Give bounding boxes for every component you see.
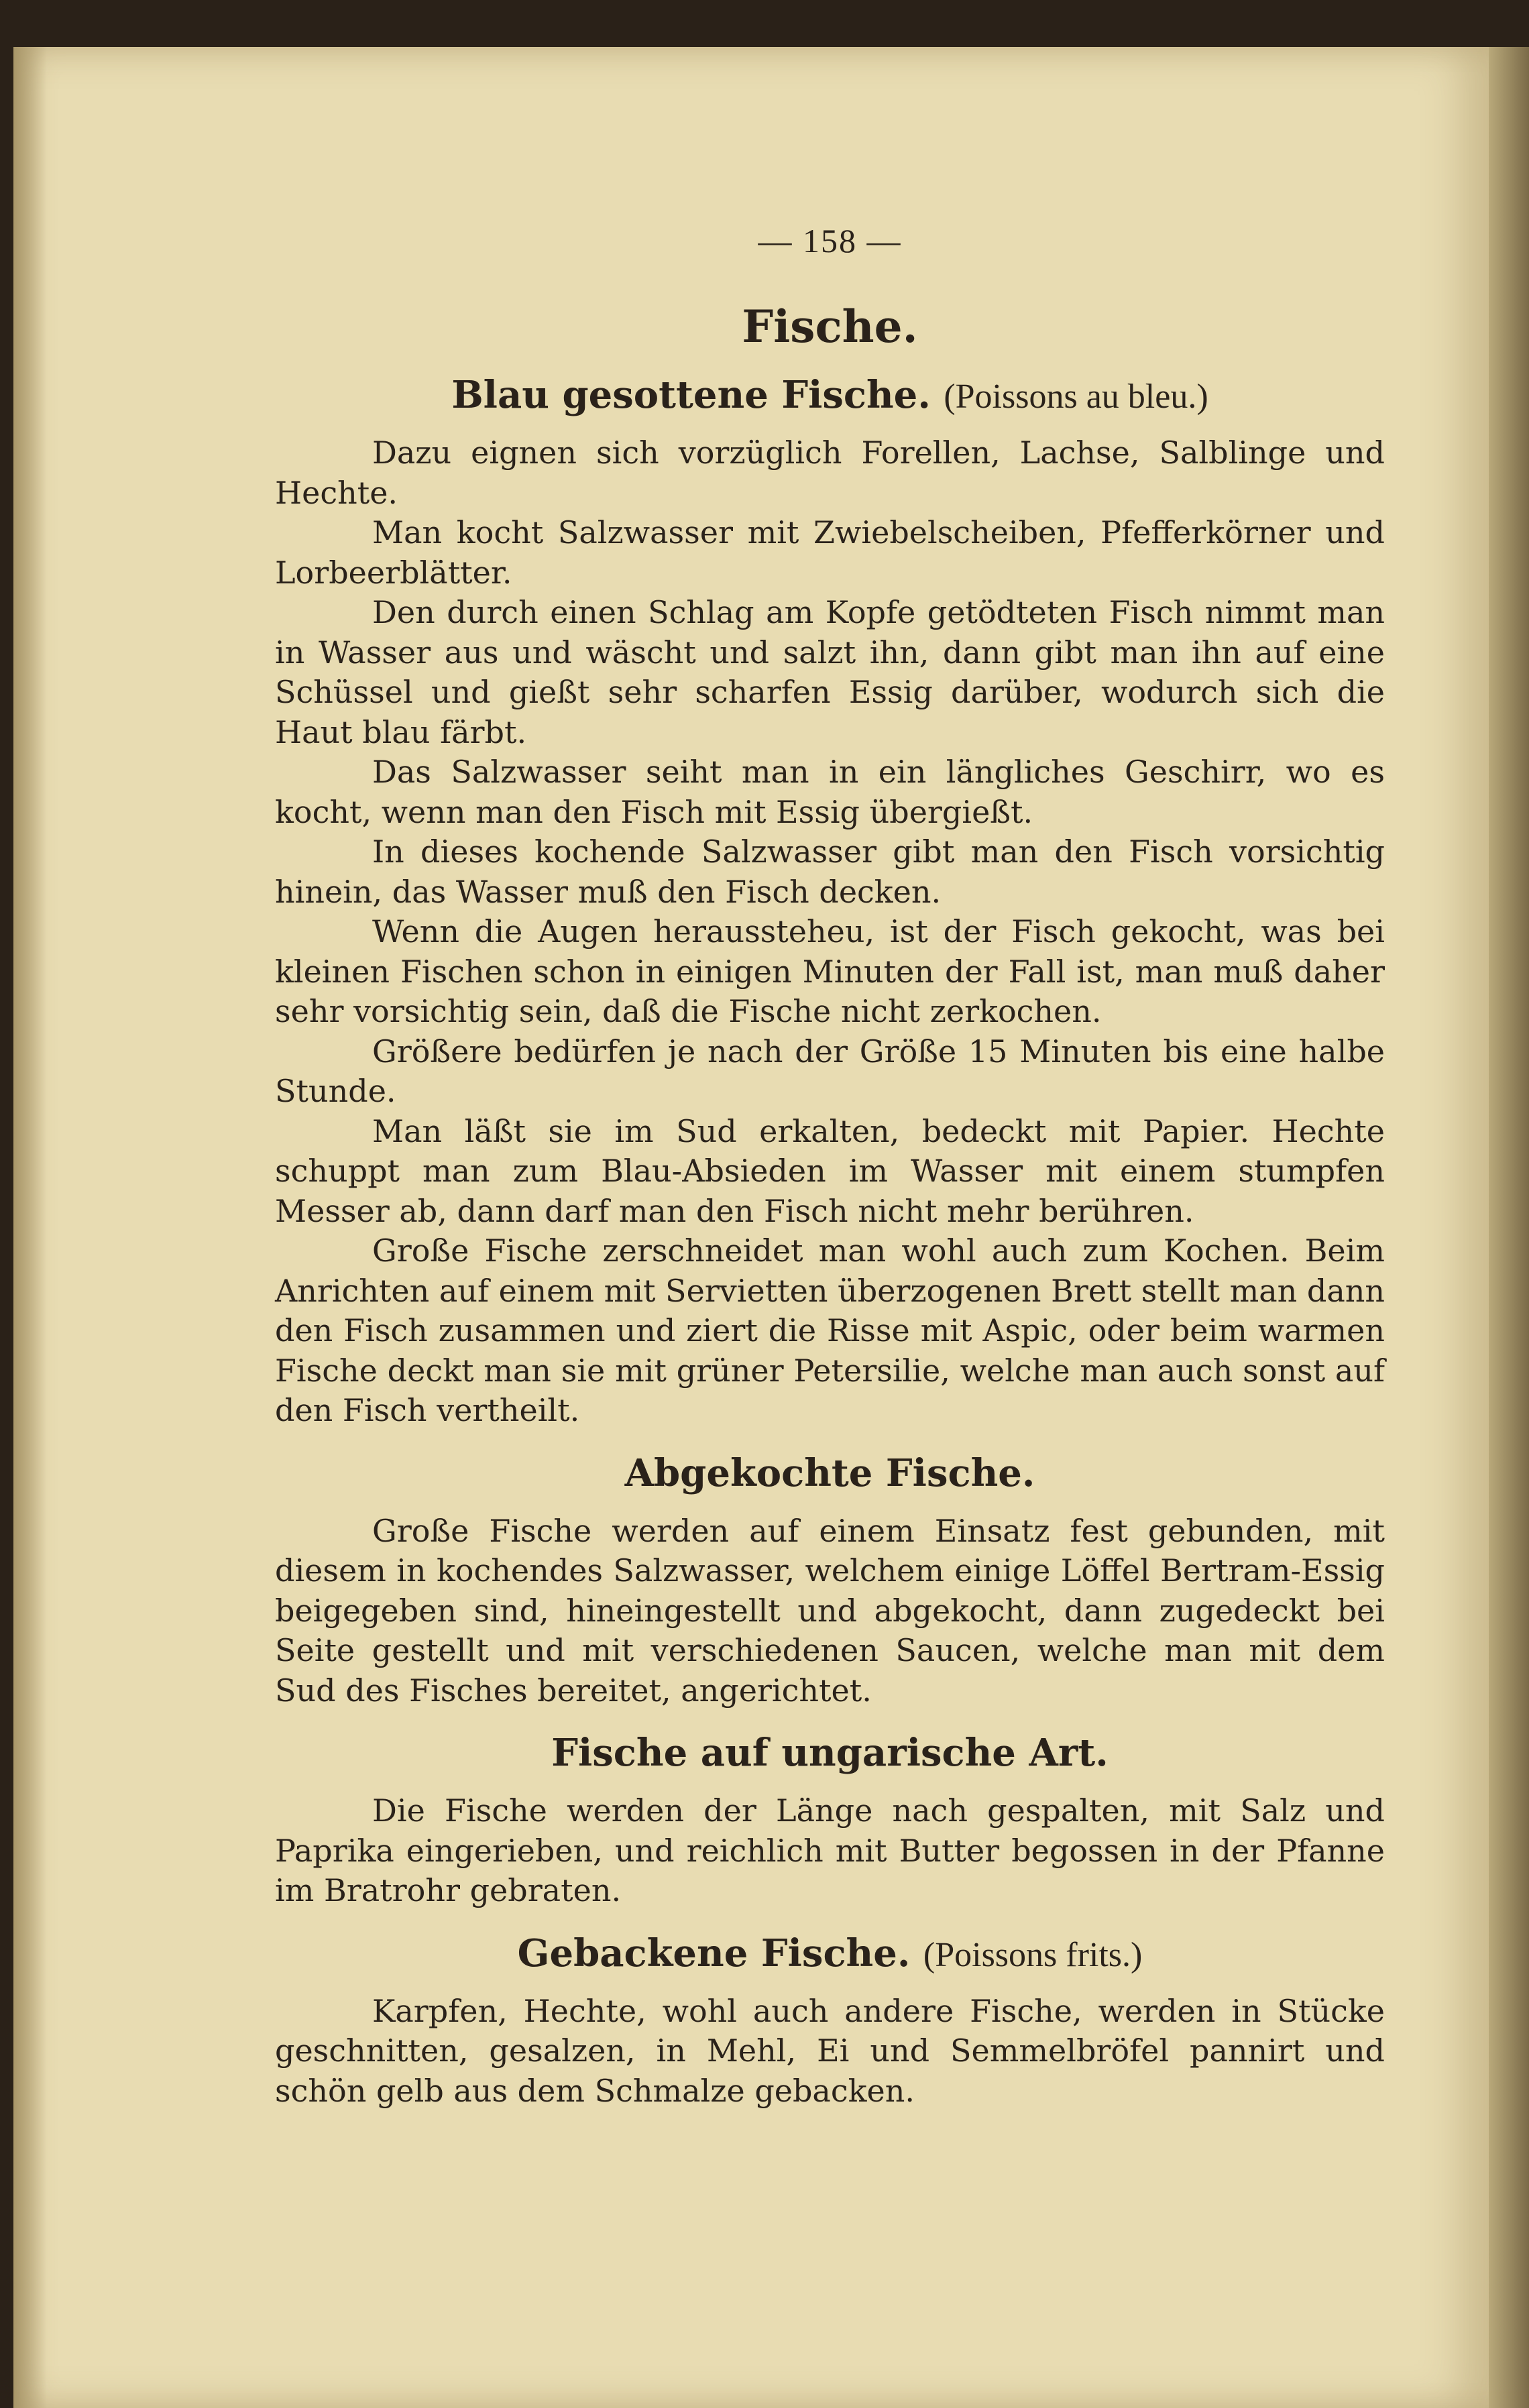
- section-subtitle: (Poissons frits.): [923, 1935, 1143, 1974]
- paragraph: Dazu eignen sich vorzüglich Forellen, Lachse, Salblinge und Hechte.: [275, 435, 1385, 511]
- paragraph: Große Fische zerschneidet man wohl auch zum Kochen. Beim Anrichten auf einem mit Servietten überzogenen Brett stellt man dann den Fisch zusammen und ziert die Risse mit Aspic, oder beim warmen Fische deckt man sie mit grüner Petersilie, welche man auch sonst auf den Fisch vertheilt.: [275, 1232, 1385, 1428]
- section-heading-blau: [275, 373, 1385, 417]
- paragraph: Man läßt sie im Sud erkalten, bedeckt mit Papier. Hechte schuppt man zum Blau-Absieden im Wasser mit einem stumpfen Messer ab, dann darf man den Fisch nicht mehr berühren.: [275, 1112, 1385, 1229]
- paragraph: Die Fische werden der Länge nach gespalten, mit Salz und Paprika eingerieben, und reichlich mit Butter begossen in der Pfanne im Bratrohr gebraten.: [275, 1792, 1385, 1908]
- paragraph: Große Fische werden auf einem Einsatz fest gebunden, mit diesem in kochendes Salzwasser, welchem einige Löffel Bertram-Essig beigegeben sind, hineingestellt und abgekocht, dann zugedeckt bei Seite gestellt und mit verschiedenen Saucen, welche man mit dem Sud des Fisches bereitet, angerichtet.: [275, 1512, 1385, 1709]
- section-title: Gebackene Fische.: [517, 1931, 911, 1975]
- section-title: Abgekochte Fische.: [624, 1450, 1035, 1495]
- page-gutter-shadow: [13, 47, 47, 2408]
- page-content: [275, 221, 1385, 2111]
- section-title: Blau gesottene Fische.: [451, 373, 931, 417]
- section-subtitle: (Poissons au bleu.): [944, 378, 1208, 416]
- page-number: — 158 —: [758, 222, 902, 260]
- page-edge: [1489, 47, 1529, 2408]
- section-heading-abgekochte: [275, 1451, 1385, 1495]
- paragraph: In dieses kochende Salzwasser gibt man den Fisch vorsichtig hinein, das Wasser muß den Fisch decken.: [275, 834, 1385, 910]
- paragraph: Man kocht Salzwasser mit Zwiebelscheiben, Pfefferkörner und Lorbeerblätter.: [275, 514, 1385, 591]
- paragraph: Das Salzwasser seiht man in ein längliches Geschirr, wo es kocht, wenn man den Fisch mit Essig übergießt.: [275, 754, 1385, 830]
- paragraph: Karpfen, Hechte, wohl auch andere Fische, werden in Stücke geschnitten, gesalzen, in Mehl, Ei und Semmelbröfel pannirt und schön gelb aus dem Schmalze gebacken.: [275, 1992, 1385, 2109]
- section-heading-gebackene: [275, 1931, 1385, 1975]
- paragraph: Größere bedürfen je nach der Größe 15 Minuten bis eine halbe Stunde.: [275, 1033, 1385, 1109]
- page-title: Fische.: [742, 300, 918, 353]
- section-title: Fische auf ungarische Art.: [551, 1731, 1109, 1775]
- paragraph: Wenn die Augen heraussteheu, ist der Fisch gekocht, was bei kleinen Fischen schon in einigen Minuten der Fall ist, man muß daher sehr vorsichtig sein, daß die Fische nicht zerkochen.: [275, 913, 1385, 1029]
- section-heading-ungarische: [275, 1731, 1385, 1775]
- paragraph: Den durch einen Schlag am Kopfe getödteten Fisch nimmt man in Wasser aus und wäscht und salzt ihn, dann gibt man ihn auf eine Schüssel und gießt sehr scharfen Essig darüber, wodurch sich die Haut blau färbt.: [275, 594, 1385, 750]
